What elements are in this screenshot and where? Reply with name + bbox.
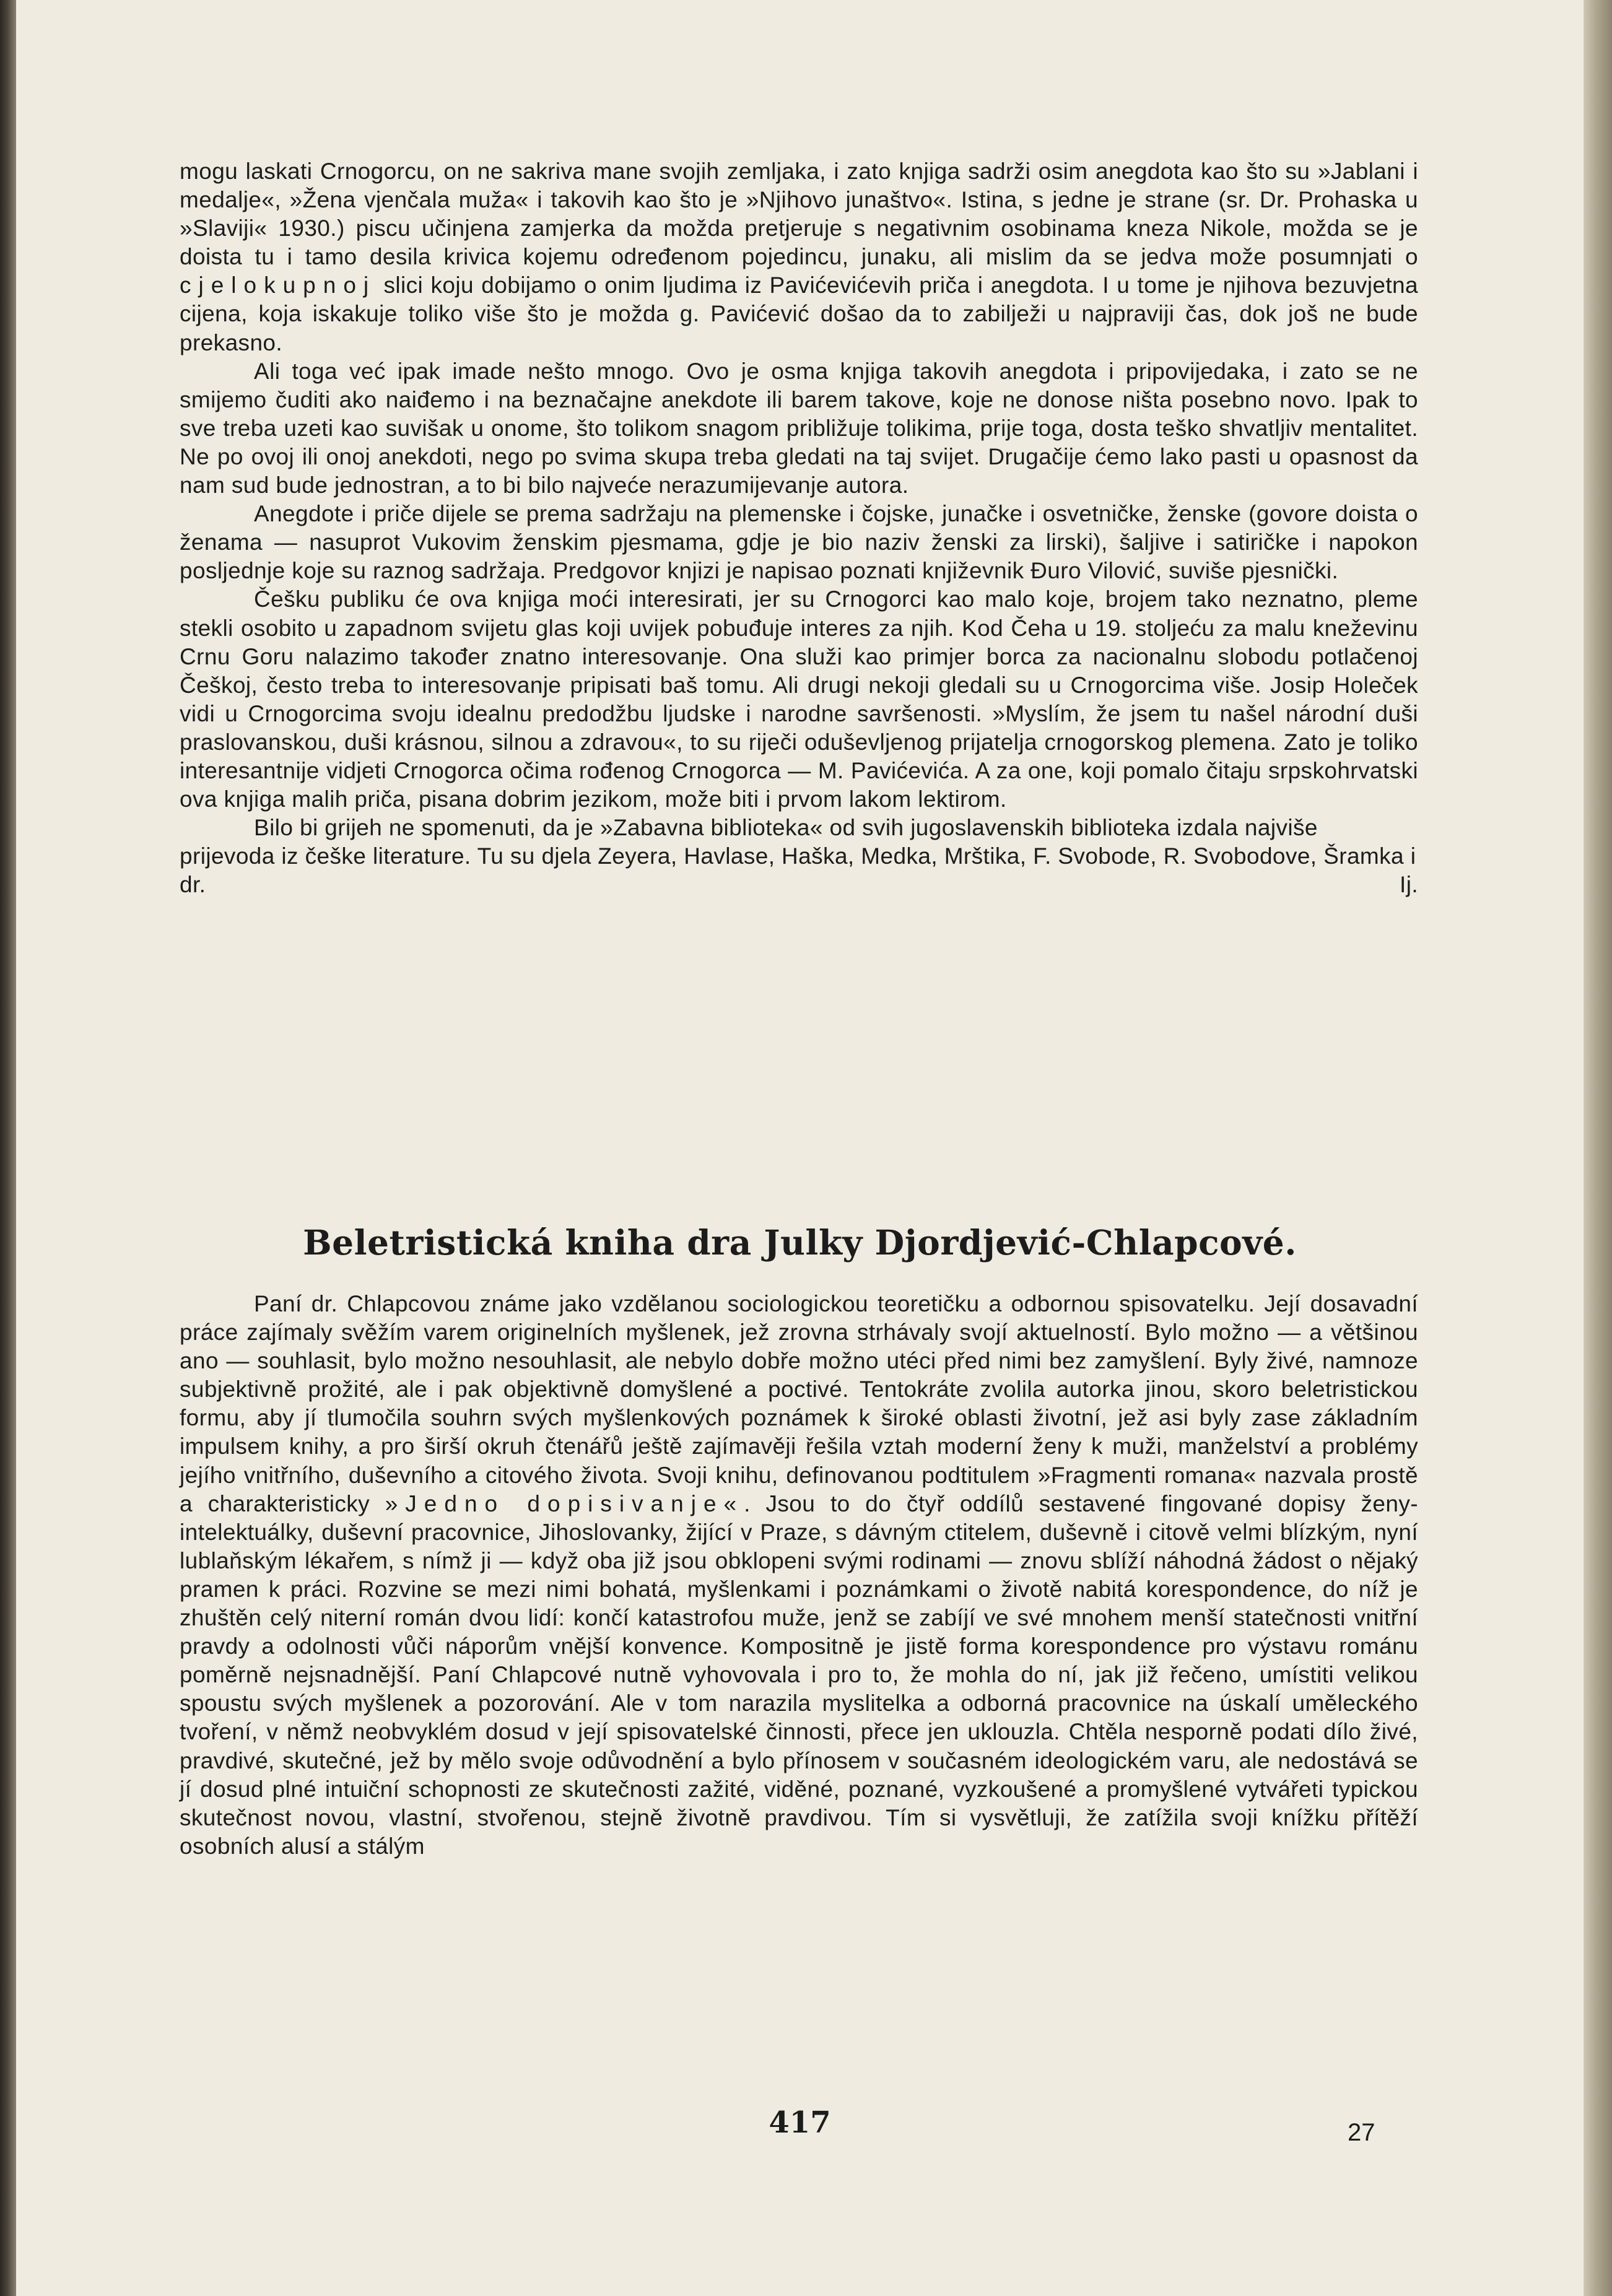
book-page-edge	[1584, 0, 1612, 2296]
review-chlapcova-text	[180, 1290, 1418, 1861]
review-heading: Beletristická kniha dra Julky Djordjević-Chlapcové.	[303, 1222, 1297, 1263]
paragraph-anecdotes: Ali toga već ipak imade nešto mnogo. Ovo je osma knjiga takovih anegdota i pripovijedaka, i zato se ne smijemo čuditi ako naiđemo i na beznačajne anekdote ili barem takove, koje ne donose ništa posebno novo. Ipak to sve treba uzeti kao suvišak u onome, što tolikom snagom približuje tolikima, prije toga, dosta teško shvatljiv mentalitet. Ne po ovoj ili onoj anekdoti, nego po svima skupa treba gledati na taj svijet. Drugačije ćemo lako pasti u opasnost da nam sud bude jednostran, a to bi bilo najveće nerazumijevanje autora.	[180, 358, 1418, 498]
emphasis-book-title: »Jedno dopisivanje«	[385, 1490, 744, 1516]
paragraph-chlapcova: Paní dr. Chlapcovou známe jako vzdělanou sociologickou teoretičku a odbornou spisovatelku. Její dosavadní práce zajímaly svěžím varem originelních myšlenek, jež zrovna strhávaly svojí aktuelností. Bylo možno — a většinou ano — souhlasit, bylo možno nesouhlasit, ale nebylo dobře možno utéci před nimi bez zamyšlení. Byly živé, namnoze subjektivně prožité, ale i pak objektivně domyšlené a poctivé. Tentokráte zvolila autorka jinou, skoro beletristickou formu, aby jí tlumočila souhrn svých myšlenkových poznámek k široké oblasti životní, jež asi byly zase základním impulsem knihy, a pro širší okruh čtenářů ještě zajímavěji řešila vztah moderní ženy k muži, manželství a problémy jejího vnitřního, duševního a citového života. Svoji knihu, definovanou podtitulem »Fragmenti romana« nazvala prostě a charakteristicky »Jedno dopisivanje«. Jsou to do čtyř oddílů sestavené fingované dopisy ženy-intelektuálky, duševní pracovnice, Jihoslovanky, žijící v Praze, s dávným ctitelem, duševně i citově velmi blízkým, nyní lublaňským lékařem, s nímž ji — když oba již jsou obklopeni svými rodinami — znovu sblíží náhodná žádost o nějaký pramen k práci. Rozvine se mezi nimi bohatá, myšlenkami i poznámkami o životě nabitá korespondence, do níž je zhuštěn celý niterní román dvou lidí: končí katastrofou muže, jenž se zabíjí ve své mnohem menší statečnosti vnitřní pravdy a odolnosti vůči náporům vnější konvence. Kompositně je jistě forma korespondence pro výstavu románu poměrně nejsnadnější. Paní Chlapcové nutně vyhovovala i pro to, že mohla do ní, jak již řečeno, umístiti velikou spoustu svých myšlenek a pozorování. Ale v tom narazila myslitelka a odborná pracovnice na úskalí uměleckého tvoření, v němž neobvyklém dosud v její spisovatelské činnosti, přece jen uklouzla. Chtěla nesporně podati dílo živé, pravdivé, skutečné, jež by mělo svoje odůvodnění a bylo přínosem v současném ideologickém varu, ale nedostává se jí dosud plné intuiční schopnosti ze skutečnosti zažité, viděné, poznané, vyzkoušené a promyšlené vytvářeti typickou skutečnost novou, vlastní, stvořenou, stejně životně pravdivou. Tím si vysvětluji, že zatížila svoji knížku přítěží osobních alusí a stálým	[180, 1291, 1418, 1859]
book-spine-shadow	[0, 0, 16, 2296]
author-signature: Ij.	[1400, 872, 1418, 898]
paragraph-library: Bilo bi grijeh ne spomenuti, da je »Zabavna biblioteka« od svih jugoslavenskih biblioteka izdala najviše prijevoda iz češke literature. Tu su djela Zeyera, Havlase, Haška, Medka, Mrštika, F. Svobode, R. Svobodove, Šramka i dr. Ij.	[180, 814, 1418, 899]
review-pavicevic-text	[180, 157, 1418, 899]
book-page	[16, 0, 1584, 2296]
sheet-number: 27	[1348, 2119, 1375, 2146]
emphasis-cjelokupnoj: cjelokupnoj	[180, 272, 377, 298]
paragraph-categories: Anegdote i priče dijele se prema sadržaju na plemenske i čojske, junačke i osvetničke, ženske (govore doista o ženama — nasuprot Vukovim ženskim pjesmama, gdje je bio naziv ženski za lirski), šaljive i satiričke i napokon posljednje koje su raznog sadržaja. Predgovor knjizi je napisao poznati književnik Đuro Vilović, suviše pjesnički.	[180, 501, 1418, 584]
page-number: 417	[769, 2105, 831, 2140]
paragraph-czech-audience: Češku publiku će ova knjiga moći interesirati, jer su Crnogorci kao malo koje, brojem tako neznatno, pleme stekli osobito u zapadnom svijetu glas koji uvijek pobuđuje interes za njih. Kod Čeha u 19. stoljeću za malu kneževinu Crnu Goru nalazimo također znatno interesovanje. Ona služi kao primjer borca za nacionalnu slobodu potlačenoj Češkoj, često treba to interesovanje pripisati baš tomu. Ali drugi nekoji gledali su u Crnogorcima više. Josip Holeček vidi u Crnogorcima svoju idealnu predodžbu ljudske i narodne savršenosti. »Myslím, že jsem tu našel národní duši praslovanskou, duši krásnou, silnou a zdravou«, to su riječi oduševljenog prijatelja crnogorskog plemena. Zato je toliko interesantnije vidjeti Crnogorca očima rođenog Crnogorca — M. Pavićevića. A za one, koji pomalo čitaju srpskohrvatski ova knjiga malih priča, pisana dobrim jezikom, može biti i prvom lakom lektirom.	[180, 586, 1418, 812]
paragraph-continuation: mogu laskati Crnogorcu, on ne sakriva mane svojih zemljaka, i zato knjiga sadrži osim anegdota kao što su »Jablani i medalje«, »Žena vjenčala muža« i takovih kao što je »Njihovo junaštvo«. Istina, s jedne je strane (sr. Dr. Prohaska u »Slaviji« 1930.) piscu učinjena zamjerka da možda pretjeruje s negativnim osobinama kneza Nikole, možda se je doista tu i tamo desila krivica kojemu određenom pojedincu, junaku, ali mislim da se jedva može posumnjati o cjelokupnoj slici koju dobijamo o onim ljudima iz Pavićevićevih priča i anegdota. I u tome je njihova bezuvjetna cijena, koja iskakuje toliko više što je možda g. Pavićević došao da to zabilježi u najpraviji čas, dok još ne bude prekasno.	[180, 159, 1418, 355]
